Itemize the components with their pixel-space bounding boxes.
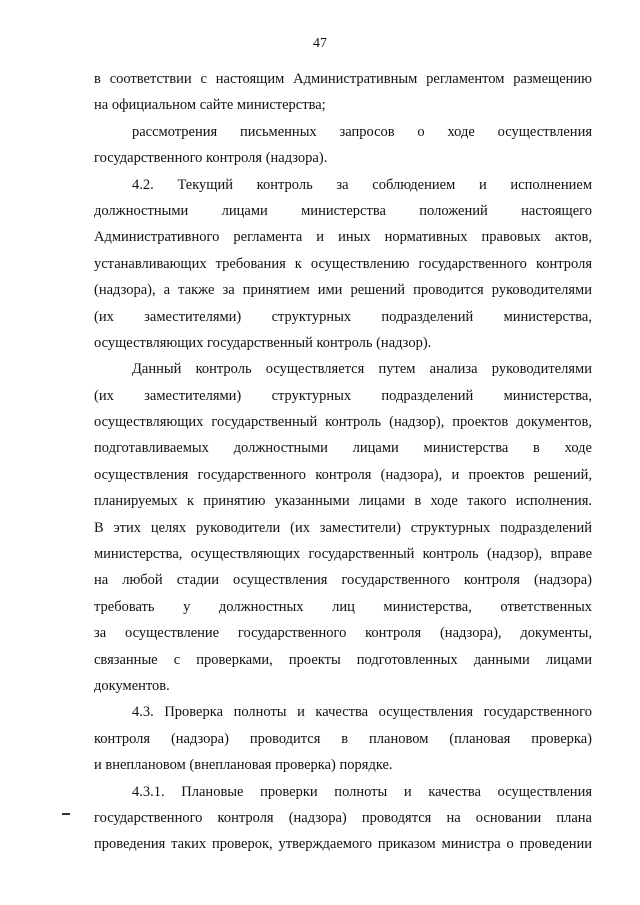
text-line: контроля (надзора) проводится в плановом (плановая проверка)	[94, 730, 592, 747]
text-line: за осуществление государственного контроля (надзора), документы,	[94, 625, 592, 642]
text-line: (их заместителями) структурных подразделений министерства,	[94, 308, 592, 325]
text-line: 4.3.1. Плановые проверки полноты и качества осуществления	[132, 783, 592, 800]
text-line: связанные с проверками, проекты подготовленных данными лицами	[94, 651, 592, 668]
text-line: государственного контроля (надзора).	[94, 150, 328, 167]
document-body	[94, 66, 592, 858]
text-line: подготавливаемых должностными лицами министерства в ходе	[94, 440, 592, 457]
text-line: на официальном сайте министерства;	[94, 97, 326, 114]
text-line: документов.	[94, 677, 170, 694]
text-line: (их заместителями) структурных подразделений министерства,	[94, 387, 592, 404]
text-line: Данный контроль осуществляется путем анализа руководителями	[132, 361, 592, 378]
text-line: рассмотрения письменных запросов о ходе осуществления	[132, 123, 592, 140]
margin-mark	[62, 813, 70, 815]
text-line: (надзора), а также за принятием ими решений проводится руководителями	[94, 282, 592, 299]
text-line: осуществляющих государственный контроль (надзор).	[94, 334, 432, 351]
text-line: осуществляющих государственный контроль (надзор), проектов документов,	[94, 414, 592, 431]
text-line: 4.2. Текущий контроль за соблюдением и исполнением	[132, 176, 592, 193]
text-line: министерства, осуществляющих государственный контроль (надзор), вправе	[94, 546, 592, 563]
text-line: государственного контроля (надзора) проводятся на основании плана	[94, 809, 592, 826]
text-line: в соответствии с настоящим Административным регламентом размещению	[94, 71, 592, 87]
text-line: осуществления государственного контроля (надзора), и проектов решений,	[94, 466, 592, 483]
text-line: проведения таких проверок, утверждаемого приказом министра о проведении	[94, 836, 592, 853]
text-line: Административного регламента и иных нормативных правовых актов,	[94, 229, 592, 246]
text-line: должностными лицами министерства положений настоящего	[94, 202, 592, 219]
text-line: требовать у должностных лиц министерства, ответственных	[94, 598, 592, 615]
text-line: и внеплановом (внеплановая проверка) порядке.	[94, 757, 393, 774]
text-line: на любой стадии осуществления государственного контроля (надзора)	[94, 572, 592, 589]
page-number: 47	[313, 36, 327, 51]
text-line: планируемых к принятию указанными лицами в ходе такого исполнения.	[94, 493, 592, 510]
text-line: В этих целях руководители (их заместители) структурных подразделений	[94, 519, 592, 536]
text-line: устанавливающих требования к осуществлению государственного контроля	[94, 255, 592, 272]
text-line: 4.3. Проверка полноты и качества осуществления государственного	[132, 704, 592, 721]
